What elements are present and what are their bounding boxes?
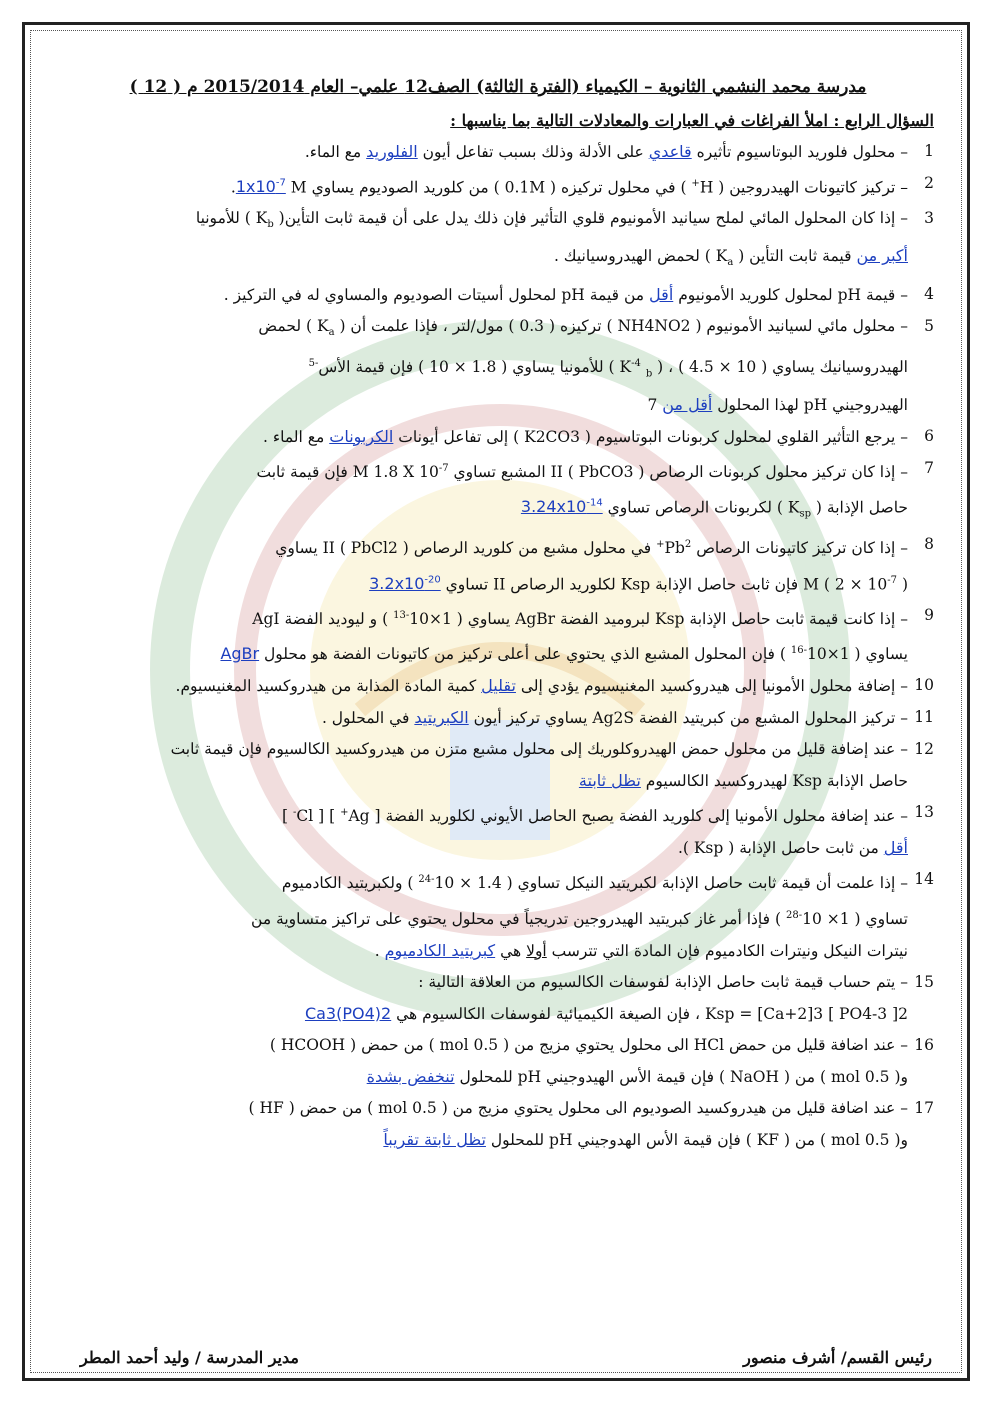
footer	[80, 1348, 932, 1367]
list-item: 9 – إذا كانت قيمة ثابت حاصل الإذابة Ksp لبروميد الفضة AgBr يساوي ( $1\times 10^{-13}$ ) و ليوديد الفضة AgI	[252, 605, 934, 629]
answer: AgBr	[220, 644, 260, 664]
list-item: 5 – محلول مائي لسيانيد الأمونيوم ( NH4NO2 ) تركيزه ( 0.3 ) مول/لتر ، فإذا علمت أن ( $K_a$ ) لحمض	[258, 316, 934, 338]
answer: Ca3(PO4)2	[304, 1003, 392, 1023]
answer: $1x10^{-7}$	[235, 177, 286, 197]
answer: قاعدي	[648, 142, 692, 161]
list-item: 17 – عند اضافة قليل من هيدروكسيد الصوديوم الى محلول يحتوي مزيج من ( 0.5 mol ) من حمض ( HF )	[248, 1098, 934, 1117]
answer: تنخفض بشدة	[366, 1066, 455, 1086]
answer: تظل ثابتة	[578, 771, 641, 791]
list-item: 15 – يتم حساب قيمة ثابت حاصل الإذابة لفوسفات الكالسيوم من العلاقة التالية :	[418, 972, 934, 991]
list-item: 2 – تركيز كاتيونات الهيدروجين ( H+ ) في محلول تركيزه ( 0.1M ) من كلوريد الصوديوم يساوي $1x10^{-7}$ M.	[230, 174, 934, 197]
list-item: 13 – عند إضافة محلول الأمونيا إلى كلوريد الفضة يصبح الحاصل الأيوني لكلوريد الفضة [ Ag+ ] [ Cl- ]	[281, 803, 934, 826]
answer: الفلوريد	[366, 142, 418, 161]
answer: أقل من	[662, 394, 713, 414]
list-item: 3 – إذا كان المحلول المائي لملح سيانيد الأمونيوم قلوي التأثير فإن ذلك يدل على أن قيمة ثابت التأين( $K_b$ ) للأمونيا	[195, 209, 934, 231]
list-item: 14 – إذا علمت أن قيمة ثابت حاصل الإذابة لكبريتيد النيكل تساوي ( $1.4 \times 10^{-24}$ ) ولكبريتيد الكادميوم	[281, 870, 934, 893]
answer: $3.2x10^{-20}$	[369, 573, 441, 593]
list-item: 11 – تركيز المحلول المشبع من كبريتيد الفضة Ag2S يساوي تركيز أيون الكبريتيد في المحلول .	[321, 708, 934, 728]
question-heading: السؤال الرابع : املأ الفراغات في العبارات والمعادلات التالية بما يناسبها :	[450, 111, 934, 130]
page-title: مدرسة محمد النشمي الثانوية – الكيمياء (الفترة الثالثة) الصف12 علمي– العام 2015/2014 م ( 12 )	[129, 77, 867, 97]
list-item: 8 – إذا كان تركيز كاتيونات الرصاص $Pb^{2+}$ في محلول مشبع من كلوريد الرصاص II ( PbCl2 ) يساوي	[275, 535, 934, 558]
answer: الكربونات	[329, 426, 394, 446]
answer: الكبريتيد	[414, 708, 469, 728]
answer: أكبر من	[856, 246, 908, 266]
answer: أقل	[883, 838, 908, 858]
answer: كبريتيد الكادميوم	[384, 940, 496, 960]
list-item: 7 – إذا كان تركيز محلول كربونات الرصاص II ( PbCO3 ) المشبع تساوي M 1.8 X $10^{-7}$ فإن قيمة ثابت	[256, 458, 934, 482]
footer-head-of-department: رئيس القسم/ أشرف منصور	[743, 1348, 932, 1367]
worksheet: مدرسة محمد النشمي الثانوية – الكيمياء (الفترة الثالثة) الصف12 علمي– العام 2015/2014 م ( 12 ) السؤال الرابع : املأ الفراغات في العبارات والمعادلات التالية بما يناسبها : 1 – محلول فلوريد البوتاسيوم تأثيره قاعدي على الأدلة وذلك بسبب تفاعل أيون الفلوريد مع الماء. 2 – تركيز كاتيونات الهيدروجين ( H+ ) في محلول تركيزه ( 0.1M ) من كلوريد الصوديوم يساوي $1x10^{-7}$ M. 3 – إذا كان المحلول المائي لملح سيانيد الأمونيوم قلوي التأثير فإن ذلك يدل على أن قيمة ثابت التأين( $K_b$ ) للأمونيا أكبر من قيمة ثابت التأين ( $K_a$ ) لحمض الهيدروسيانيك . 4 – قيمة pH لمحلول كلوريد الأمونيوم أقل من قيمة pH لمحلول أسيتات الصوديوم والمساوي له في التركيز . 5 – محلول مائي لسيانيد الأمونيوم ( NH4NO2 ) تركيزه ( 0.3 ) مول/لتر ، فإذا علمت أن ( $K_a$ ) لحمض الهيدروسيانيك يساوي ( 10 × 4.5 ) ، ( $K^{-4}$ $_b$ ) للأمونيا يساوي ( 1.8 × 10 ) فإن قيمة الأس$^{-5}$ الهيدروجيني pH لهذا المحلول أقل من 7 6 – يرجع التأثير القلوي لمحلول كربونات البوتاسيوم ( K2CO3 ) إلى تفاعل أيونات الكربونات مع الماء . 7 – إذا كان تركيز محلول كربونات الرصاص II ( PbCO3 ) المشبع تساوي M 1.8 X $10^{-7}$ فإن قيمة ثابت حاصل الإذابة ( $K_{sp}$ ) لكربونات الرصاص تساوي $3.24x10^{-14}$ 8 – إذا كان تركيز كاتيونات الرصاص $Pb^{2+}$ في محلول مشبع من كلوريد الرصاص II ( PbCl2 ) يساوي M ( $2 \times 10^{-7}$ ) فإن ثابت حاصل الإذابة Ksp لكلوريد الرصاص II تساوي $3.2x10^{-20}$ 9 – إذا كانت قيمة ثابت حاصل الإذابة Ksp لبروميد الفضة AgBr يساوي ( $1\times 10^{-13}$ ) و ليوديد الفضة AgI يساوي ( $1\times 10^{-16}$ ) فإن المحلول المشبع الذي يحتوي على أعلى تركيز من كاتيونات الفضة هو محلول AgBr 10 – إضافة محلول الأمونيا إلى هيدروكسيد المغنيسيوم يؤدي إلى تقليل كمية المادة المذابة من هيدروكسيد المغنيسيوم. 11 – تركيز المحلول المشبع من كبريتيد الفضة Ag2S يساوي تركيز أيون الكبريتيد في المحلول . 12 – عند إضافة قليل من محلول حمض الهيدروكلوريك إلى محلول مشبع متزن من هيدروكسيد الكالسيوم فإن قيمة ثابت حاصل الإذابة Ksp لهيدروكسيد الكالسيوم تظل ثابتة 13 – عند إضافة محلول الأمونيا إلى كلوريد الفضة يصبح الحاصل الأيوني لكلوريد الفضة [ Ag+ ] [ Cl- ] أقل من ثابت حاصل الإذابة ( Ksp ). 14 – إذا علمت أن قيمة ثابت حاصل الإذابة لكبريتيد النيكل تساوي ( $1.4 \times 10^{-24}$ ) ولكبريتيد الكادميوم تساوي ( $1\times 10^{-28}$ ) فإذا أمر غاز كبريتيد الهيدروجين تدريجياً في محلول يحتوي على تراكيز متساوية من نيترات النيكل ونيترات الكادميوم فإن المادة التي تترسب أولا هي كبريتيد الكادميوم . 15 – يتم حساب قيمة ثابت حاصل الإذابة لفوسفات الكالسيوم من العلاقة التالية : Ksp = [Ca+2]3 [ PO4-3 ]2 ، فإن الصيغة الكيميائية لفوسفات الكالسيوم هي Ca3(PO4)2 16 – عند اضافة قليل من حمض HCl الى محلول يحتوي مزيج من ( 0.5 mol ) من حمض ( HCOOH ) و( 0.5 mol ) من ( NaOH ) فإن قيمة الأس الهيدوجيني pH للمحلول تنخفض بشدة 17 – عند اضافة قليل من هيدروكسيد الصوديوم الى محلول يحتوي مزيج من ( 0.5 mol ) من حمض ( HF ) و( 0.5 mol ) من ( KF ) فإن قيمة الأس الهدوجيني pH للمحلول تظل ثابتة تقريباً	[62, 72, 934, 1156]
list-item: 12 – عند إضافة قليل من محلول حمض الهيدروكلوريك إلى محلول مشبع متزن من هيدروكسيد الكالسيوم فإن قيمة ثابت	[170, 740, 934, 759]
list-item: 10 – إضافة محلول الأمونيا إلى هيدروكسيد المغنيسيوم يؤدي إلى تقليل كمية المادة المذابة من هيدروكسيد المغنيسيوم.	[175, 676, 934, 696]
list-item: 16 – عند اضافة قليل من حمض HCl الى محلول يحتوي مزيج من ( 0.5 mol ) من حمض ( HCOOH )	[269, 1035, 934, 1054]
answer: $3.24x10^{-14}$	[520, 497, 603, 517]
footer-principal: مدير المدرسة / وليد أحمد المطر	[80, 1348, 299, 1367]
list-item: 1 – محلول فلوريد البوتاسيوم تأثيره قاعدي على الأدلة وذلك بسبب تفاعل أيون الفلوريد مع الماء.	[304, 142, 934, 161]
answer: أقل	[649, 284, 674, 304]
list-item: 6 – يرجع التأثير القلوي لمحلول كربونات البوتاسيوم ( K2CO3 ) إلى تفاعل أيونات الكربونات مع الماء .	[262, 426, 934, 446]
answer: تظل ثابتة تقريباً	[383, 1129, 486, 1149]
list-item: 4 – قيمة pH لمحلول كلوريد الأمونيوم أقل من قيمة pH لمحلول أسيتات الصوديوم والمساوي له في التركيز .	[223, 284, 934, 304]
answer: تقليل	[481, 676, 516, 696]
